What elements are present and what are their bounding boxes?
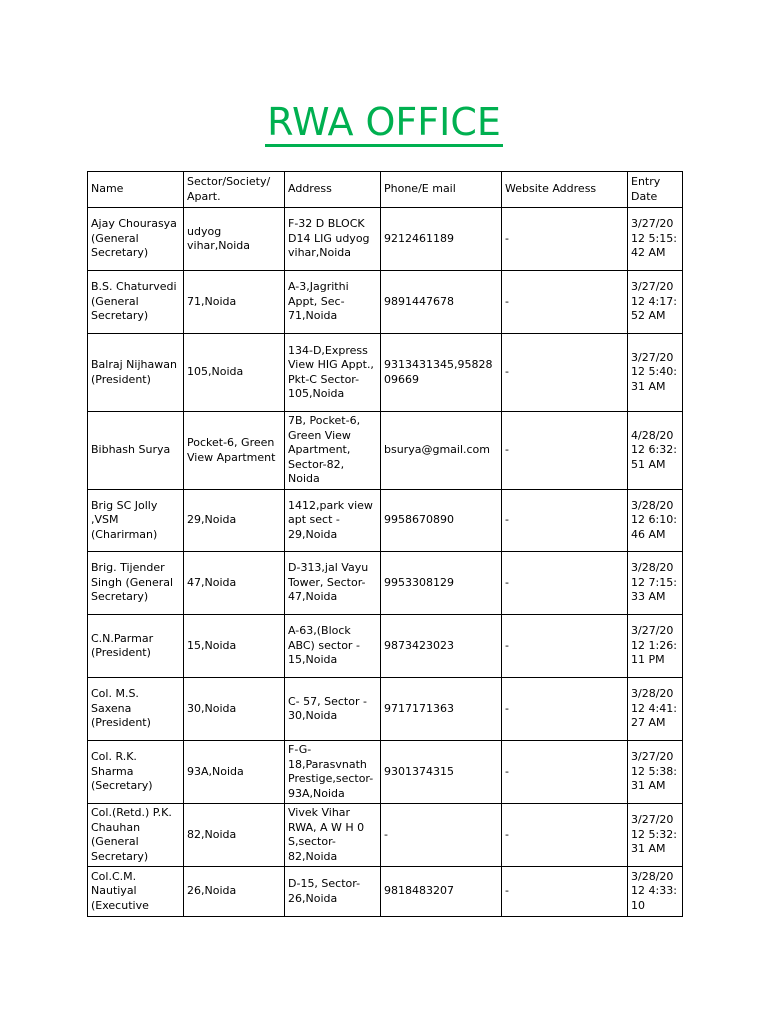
cell-phone: 9818483207: [381, 867, 502, 917]
cell-phone: 9953308129: [381, 552, 502, 615]
cell-sector: 105,Noida: [184, 334, 285, 412]
cell-entry-date: 3/28/2012 4:33:10: [628, 867, 683, 917]
cell-entry-date: 3/27/2012 1:26:11 PM: [628, 615, 683, 678]
cell-phone: 9891447678: [381, 271, 502, 334]
cell-entry-date: 3/28/2012 4:41:27 AM: [628, 678, 683, 741]
header-sector: Sector/Society/ Apart.: [184, 172, 285, 208]
cell-sector: 30,Noida: [184, 678, 285, 741]
page-title: [0, 98, 768, 147]
table-row: [88, 615, 683, 678]
table-row: [88, 490, 683, 552]
cell-name: C.N.Parmar (President): [88, 615, 184, 678]
cell-sector: 71,Noida: [184, 271, 285, 334]
cell-name: Brig. Tijender Singh (General Secretary): [88, 552, 184, 615]
page-title-text: RWA OFFICE: [265, 100, 503, 147]
table-body: [88, 208, 683, 917]
header-website: Website Address: [502, 172, 628, 208]
cell-address: 7B, Pocket-6, Green View Apartment, Sector-82, Noida: [285, 412, 381, 490]
cell-website: -: [502, 271, 628, 334]
table-row: [88, 741, 683, 804]
cell-entry-date: 3/27/2012 5:15:42 AM: [628, 208, 683, 271]
cell-entry-date: 3/28/2012 6:10:46 AM: [628, 490, 683, 552]
cell-website: -: [502, 334, 628, 412]
cell-name: Ajay Chourasya (General Secretary): [88, 208, 184, 271]
cell-address: A-63,(Block ABC) sector - 15,Noida: [285, 615, 381, 678]
cell-address: A-3,Jagrithi Appt, Sec-71,Noida: [285, 271, 381, 334]
cell-sector: 15,Noida: [184, 615, 285, 678]
cell-website: -: [502, 741, 628, 804]
cell-entry-date: 3/27/2012 5:40:31 AM: [628, 334, 683, 412]
cell-phone: 9212461189: [381, 208, 502, 271]
cell-name: Balraj Nijhawan (President): [88, 334, 184, 412]
cell-name: Col.C.M. Nautiyal (Executive: [88, 867, 184, 917]
cell-address: D-15, Sector-26,Noida: [285, 867, 381, 917]
table-row: [88, 804, 683, 867]
cell-sector: 93A,Noida: [184, 741, 285, 804]
cell-name: Bibhash Surya: [88, 412, 184, 490]
cell-entry-date: 3/27/2012 4:17:52 AM: [628, 271, 683, 334]
table-header: [88, 172, 683, 208]
table-row: [88, 271, 683, 334]
cell-entry-date: 3/28/2012 7:15:33 AM: [628, 552, 683, 615]
cell-sector: 26,Noida: [184, 867, 285, 917]
cell-entry-date: 4/28/2012 6:32:51 AM: [628, 412, 683, 490]
cell-name: Col.(Retd.) P.K. Chauhan (General Secretary): [88, 804, 184, 867]
cell-website: -: [502, 678, 628, 741]
table-row: [88, 208, 683, 271]
cell-address: F-32 D BLOCK D14 LIG udyog vihar,Noida: [285, 208, 381, 271]
cell-website: -: [502, 412, 628, 490]
table-row: [88, 678, 683, 741]
cell-address: C- 57, Sector - 30,Noida: [285, 678, 381, 741]
cell-phone: bsurya@gmail.com: [381, 412, 502, 490]
cell-name: Col. R.K. Sharma (Secretary): [88, 741, 184, 804]
cell-sector: Pocket-6, Green View Apartment: [184, 412, 285, 490]
cell-address: 1412,park view apt sect - 29,Noida: [285, 490, 381, 552]
cell-name: B.S. Chaturvedi (General Secretary): [88, 271, 184, 334]
cell-address: F-G-18,Parasvnath Prestige,sector-93A,Noida: [285, 741, 381, 804]
table-row: [88, 334, 683, 412]
cell-phone: 9873423023: [381, 615, 502, 678]
cell-phone: 9301374315: [381, 741, 502, 804]
cell-sector: 29,Noida: [184, 490, 285, 552]
cell-name: Col. M.S. Saxena (President): [88, 678, 184, 741]
cell-phone: 9717171363: [381, 678, 502, 741]
header-address: Address: [285, 172, 381, 208]
cell-website: -: [502, 552, 628, 615]
cell-sector: 47,Noida: [184, 552, 285, 615]
cell-address: Vivek Vihar RWA, A W H 0 S,sector-82,Noida: [285, 804, 381, 867]
header-name: Name: [88, 172, 184, 208]
cell-phone: -: [381, 804, 502, 867]
cell-sector: udyog vihar,Noida: [184, 208, 285, 271]
cell-website: -: [502, 490, 628, 552]
header-phone: Phone/E mail: [381, 172, 502, 208]
table-row: [88, 867, 683, 917]
cell-entry-date: 3/27/2012 5:38:31 AM: [628, 741, 683, 804]
cell-website: -: [502, 804, 628, 867]
rwa-contacts-table: [87, 171, 683, 917]
cell-website: -: [502, 208, 628, 271]
cell-address: 134-D,Express View HIG Appt., Pkt-C Sector-105,Noida: [285, 334, 381, 412]
cell-phone: 9313431345,9582809669: [381, 334, 502, 412]
cell-address: D-313,jal Vayu Tower, Sector-47,Noida: [285, 552, 381, 615]
cell-entry-date: 3/27/2012 5:32:31 AM: [628, 804, 683, 867]
table-row: [88, 552, 683, 615]
header-row: [88, 172, 683, 208]
cell-website: -: [502, 615, 628, 678]
header-entry-date: Entry Date: [628, 172, 683, 208]
cell-sector: 82,Noida: [184, 804, 285, 867]
cell-website: -: [502, 867, 628, 917]
table-row: [88, 412, 683, 490]
cell-name: Brig SC Jolly ,VSM (Charirman): [88, 490, 184, 552]
cell-phone: 9958670890: [381, 490, 502, 552]
